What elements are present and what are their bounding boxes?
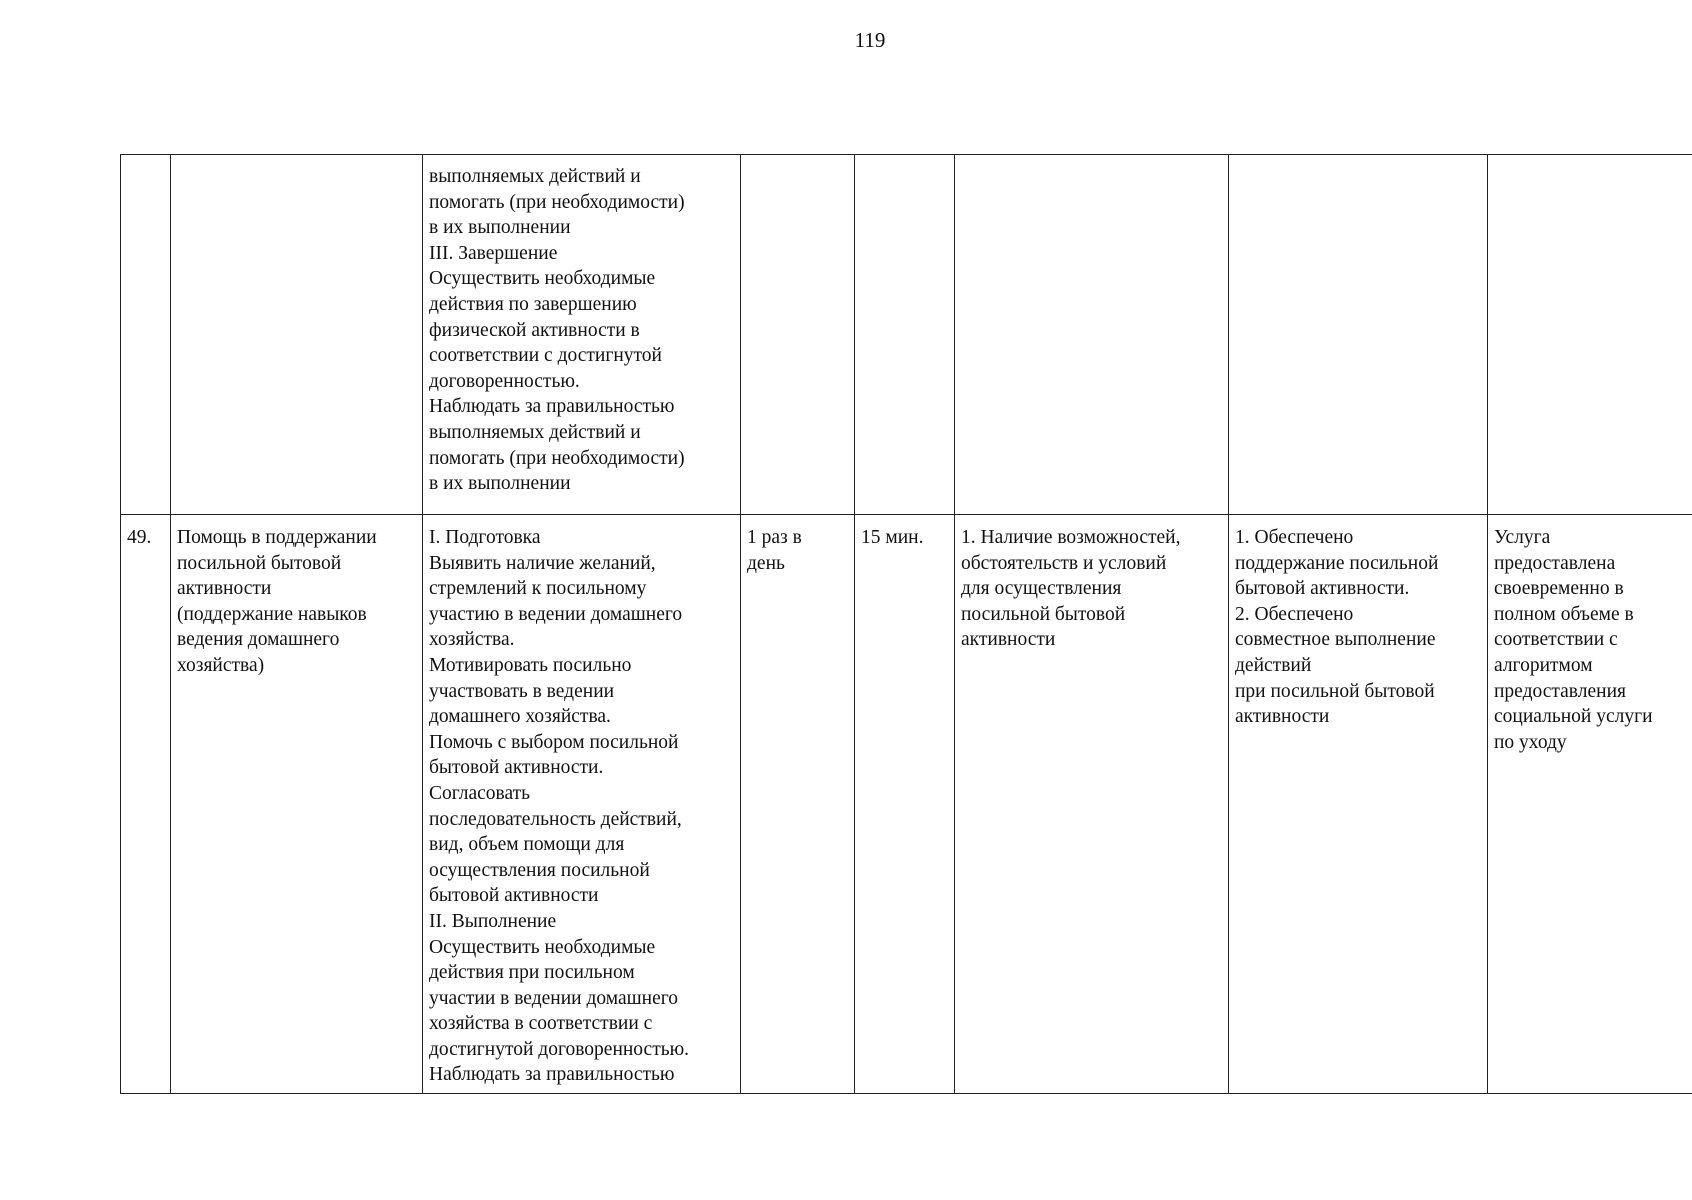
cell-quality [1488, 155, 1692, 515]
cell-service-name [171, 155, 423, 515]
cell-service-name: Помощь в поддержании посильной бытовой активности (поддержание навыков ведения домашнего хозяйства) [171, 515, 423, 1094]
table-row-continued [121, 155, 1692, 515]
cell-conditions: 1. Наличие возможностей, обстоятельств и условий для осуществления посильной бытовой активности [955, 515, 1229, 1094]
cell-frequency: 1 раз в день [741, 515, 855, 1094]
cell-result [1229, 155, 1488, 515]
cell-duration: 15 мин. [855, 515, 955, 1094]
cell-frequency [741, 155, 855, 515]
cell-quality: Услуга предоставлена своевременно в полном объеме в соответствии с алгоритмом предоставления социальной услуги по уходу [1488, 515, 1692, 1094]
cell-result: 1. Обеспечено поддержание посильной бытовой активности. 2. Обеспечено совместное выполнение действий при посильной бытовой активности [1229, 515, 1488, 1094]
cell-description: I. Подготовка Выявить наличие желаний, стремлений к посильному участию в ведении домашнего хозяйства. Мотивировать посильно участвовать в ведении домашнего хозяйства. Помочь с выбором посильной бытовой активности. Согласовать последовательность действий, вид, объем помощи для осуществления посильной бытовой активности II. Выполнение Осуществить необходимые действия при посильном участии в ведении домашнего хозяйства в соответствии с достигнутой договоренностью. Наблюдать за правильностью [423, 515, 741, 1094]
cell-duration [855, 155, 955, 515]
cell-description: выполняемых действий и помогать (при необходимости) в их выполнении III. Завершение Осуществить необходимые действия по завершению физической активности в соответствии с достигнутой договоренностью. Наблюдать за правильностью выполняемых действий и помогать (при необходимости) в их выполнении [423, 155, 741, 515]
table-row-49 [121, 515, 1692, 1094]
page-number: 119 [854, 28, 886, 52]
cell-conditions [955, 155, 1229, 515]
service-table [120, 154, 1692, 1094]
cell-number: 49. [121, 515, 171, 1094]
cell-number [121, 155, 171, 515]
